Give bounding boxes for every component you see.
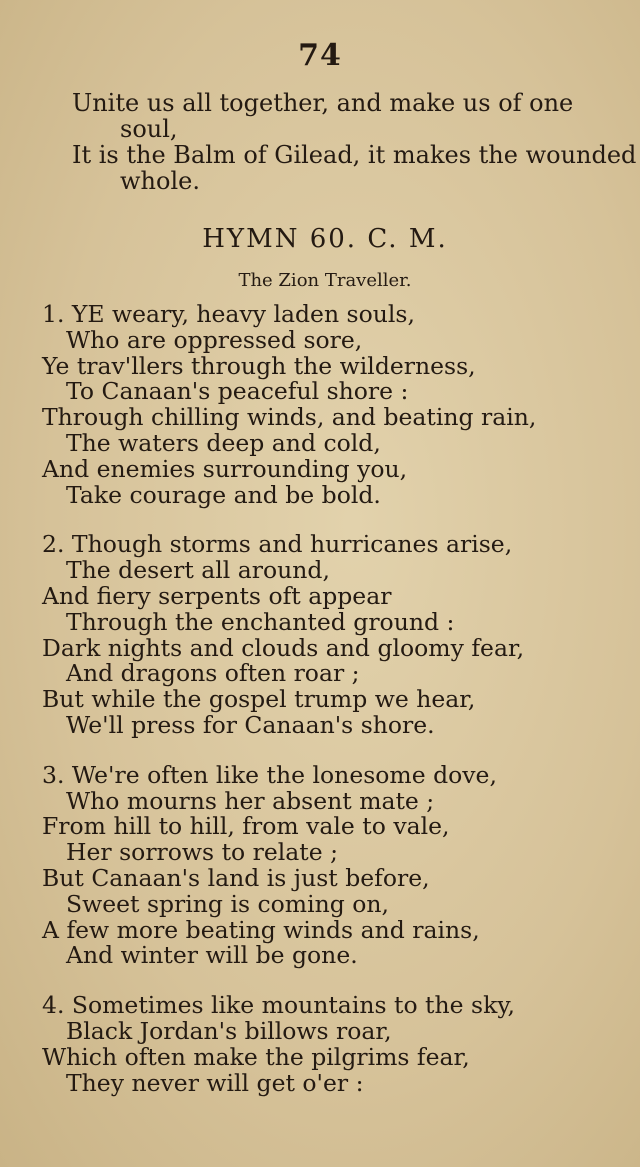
verse-line: We'll press for Canaan's shore. <box>66 710 435 739</box>
verse-line: Dark nights and clouds and gloomy fear, <box>42 633 525 662</box>
verse-line: Through chilling winds, and beating rain, <box>42 403 537 432</box>
verse-line: But while the gospel trump we hear, <box>42 685 476 714</box>
previous-hymn-continuation <box>72 89 637 195</box>
verse-line: 4. Sometimes like mountains to the sky, <box>42 991 515 1020</box>
hymn-subtitle: The Zion Traveller. <box>238 270 412 291</box>
verse-line: 1. YE weary, heavy laden souls, <box>42 300 415 328</box>
verse-line: Through the enchanted ground : <box>66 607 455 636</box>
verse-line: To Canaan's peaceful shore : <box>66 377 409 406</box>
verse-line: 2. Though storms and hurricanes arise, <box>42 530 513 559</box>
verse-line: And enemies surrounding you, <box>42 454 408 483</box>
verse-line: Her sorrows to relate ; <box>66 838 339 867</box>
verse-line: Black Jordan's billows roar, <box>66 1016 392 1045</box>
continuation-line: whole. <box>120 167 200 195</box>
verse-line: Which often make the pilgrims fear, <box>42 1042 470 1071</box>
continuation-line: soul, <box>120 115 178 143</box>
verse-line: Sweet spring is coming on, <box>66 889 389 918</box>
verse-line: From hill to hill, from vale to vale, <box>42 812 450 841</box>
verse-2 <box>42 532 632 738</box>
hymn-verses <box>42 302 632 1120</box>
verse-line: And fiery serpents oft appear <box>42 581 392 610</box>
verse-line: Ye trav'llers through the wilderness, <box>42 351 476 380</box>
verse-line: Take courage and be bold. <box>66 480 381 509</box>
verse-line: The waters deep and cold, <box>66 428 381 457</box>
verse-line: 3. We're often like the lonesome dove, <box>42 760 497 789</box>
verse-4 <box>42 993 632 1096</box>
verse-line: And winter will be gone. <box>66 941 358 970</box>
page-number: 74 <box>298 38 342 73</box>
verse-line: But Canaan's land is just before, <box>42 863 430 892</box>
continuation-line: It is the Balm of Gilead, it makes the wounded <box>72 141 637 169</box>
verse-line: Who are oppressed sore, <box>66 325 363 354</box>
verse-line: And dragons often roar ; <box>66 659 360 688</box>
verse-line: They never will get o'er : <box>66 1068 364 1097</box>
verse-1 <box>42 302 632 508</box>
hymn-title: HYMN 60. C. M. <box>202 224 448 254</box>
verse-3 <box>42 760 632 970</box>
continuation-line: Unite us all together, and make us of one <box>72 89 574 117</box>
verse-line: Who mourns her absent mate ; <box>66 786 435 815</box>
verse-line: The desert all around, <box>66 556 330 585</box>
verse-line: A few more beating winds and rains, <box>42 915 480 944</box>
